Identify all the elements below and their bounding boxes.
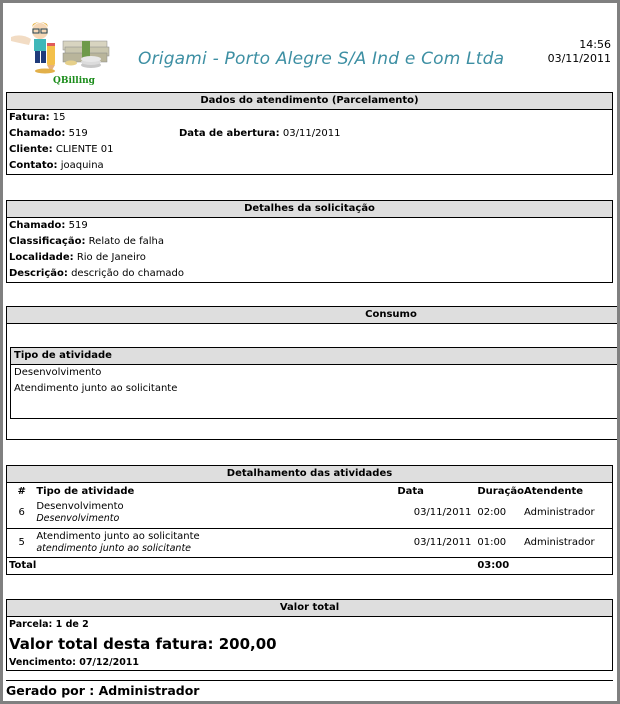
report-date: 03/11/2011 [547,52,611,65]
parcela-text: Parcela: 1 de 2 [9,619,89,630]
classificacao-row: Classificação: Relato de falha [9,236,165,247]
consumo-item: Atendimento junto ao solicitante [14,383,178,394]
fatura-value: 15 [52,112,66,123]
qbilling-logo [7,15,135,87]
contato-value: joaquina [60,160,104,171]
valor-total-text: Valor total desta fatura: 200,00 [9,635,277,653]
cliente-row: Cliente: CLIENTE 01 [9,144,114,155]
consumo-section [6,306,617,440]
table-header-row: # Tipo de atividade Data Duração Atendente [17,485,584,497]
report-time: 14:56 [579,38,611,51]
footer-divider [6,680,613,681]
section-title: Valor total [7,600,612,617]
valor-section [6,599,613,671]
solicitacao-section [6,200,613,283]
atividades-section [6,465,613,575]
consumo-table [10,347,617,419]
cliente-value: CLIENTE 01 [55,144,114,155]
logo-illustration-icon [7,15,135,87]
consumo-column-header: Tipo de atividade [11,348,617,365]
report-timestamp [548,38,611,66]
company-name: Origami - Porto Alegre S/A Ind e Com Ltda [138,49,505,69]
total-row: Total 03:00 [7,557,612,573]
gerado-por: Gerado por : Administrador [6,683,200,698]
section-title: Detalhes da solicitação [7,201,612,218]
table-row: 5 Atendimento junto ao solicitante atendimento junto ao solicitante 03/11/2011 01:00 Administrador [7,528,612,557]
section-title: Consumo [7,307,617,324]
chamado-row: Chamado: 519 [9,220,88,231]
report-header [3,3,617,88]
invoice-page [3,3,617,701]
atividades-table [7,483,612,573]
fatura-row: Fatura: 15 [9,112,66,123]
atendimento-section [6,92,613,175]
section-title: Detalhamento das atividades [7,466,612,483]
chamado-row: Chamado: 519 Data de abertura: 03/11/2011 [7,126,612,142]
contato-row: Contato: joaquina [9,160,104,171]
chamado-value: 519 [68,128,88,139]
total-duration: 03:00 [477,559,510,571]
consumo-item: Desenvolvimento [14,367,102,378]
abertura-field: Data de abertura: 03/11/2011 [179,128,341,139]
svg-text:QBilling: QBilling [53,76,95,86]
section-title: Dados do atendimento (Parcelamento) [7,93,612,110]
table-row: 6 Desenvolvimento Desenvolvimento 03/11/2011 02:00 Administrador [7,499,612,528]
descricao-row: Descrição: descrição do chamado [9,268,185,279]
vencimento-text: Vencimento: 07/12/2011 [9,657,140,668]
abertura-value: 03/11/2011 [282,128,341,139]
localidade-row: Localidade: Rio de Janeiro [9,252,146,263]
